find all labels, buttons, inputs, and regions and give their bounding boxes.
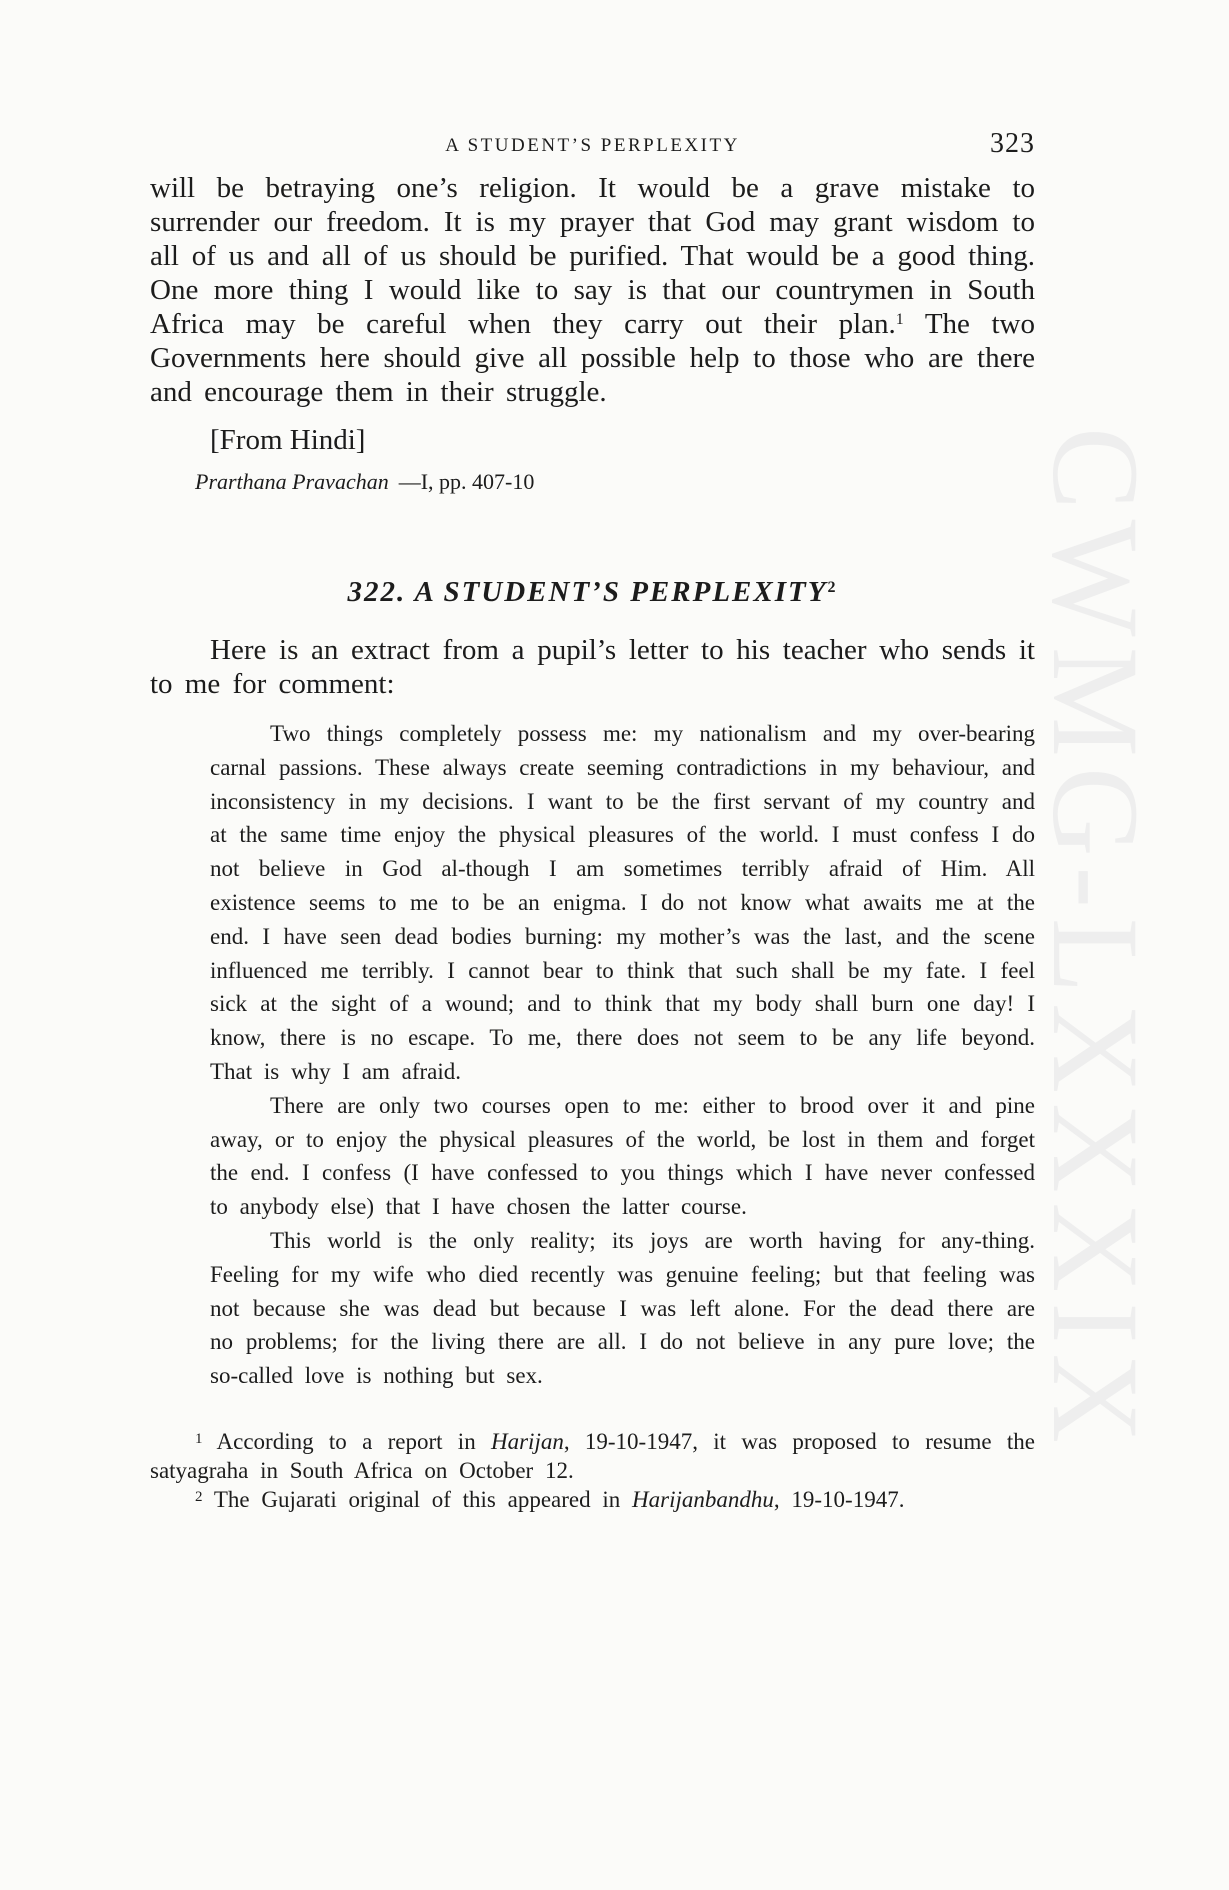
quote-paragraph: Two things completely possess me: my nationalism and my over-bearing carnal passions. These always create seeming contradictions in my behaviour, and inconsistency in my decisions. I want to be the first servant of my country and at the same time enjoy the physical pleasures of the world. I must confess I do not believe in God al-though I am sometimes terribly afraid of Him. All existence seems to me to be an enigma. I do not know what awaits me at the end. I have seen dead bodies burning: my mother’s was the last, and the scene influenced me terribly. I cannot bear to think that such shall be my fate. I feel sick at the sight of a wound; and to think that my body shall burn one day! I know, there is no escape. To me, there does not seem to be any life beyond. That is why I am afraid. xyxy=(210,721,1035,1084)
watermark-text: CWMG-LXXXIX xyxy=(1027,426,1165,1454)
footnote-marker: 1 xyxy=(195,1430,203,1447)
quote-paragraph: This world is the only reality; its joys are worth having for any-thing. Feeling for my wife who died recently was genuine feeling; but that feeling was not because she was dead but because I was left alone. For the dead there are no problems; for the living there are all. I do not believe in any pure love; the so-called love is nothing but sex. xyxy=(210,1227,1035,1389)
article-intro: Here is an extract from a pupil’s letter to his teacher who sends it to me for comment: xyxy=(150,634,1035,700)
footnote-ref-1: 1 xyxy=(895,311,904,328)
footnote-ref-2: 2 xyxy=(827,579,838,596)
footnotes xyxy=(150,1427,1035,1514)
page-number: 323 xyxy=(990,128,1035,159)
source-citation xyxy=(195,467,1035,497)
book-page xyxy=(150,125,1035,1514)
footnote-text: , 19-10-1947, it was proposed to resume the satyagraha in South Africa on October 12. xyxy=(150,1428,1036,1483)
footnote-1 xyxy=(150,1427,1035,1485)
continuation-paragraph xyxy=(150,171,1035,409)
continuation-text-2: The two Governments here should give all possible help to those who are there and encourage them in their struggle. xyxy=(150,308,1035,408)
footnote-text: According to a report in xyxy=(216,1428,491,1454)
running-title: A STUDENT’S PERPLEXITY xyxy=(445,135,740,156)
running-head xyxy=(150,125,1035,165)
footnote-text: , 19-10-1947. xyxy=(773,1486,905,1512)
cwmg-watermark xyxy=(1027,330,1165,1550)
language-note: [From Hindi] xyxy=(210,424,366,456)
footnote-text: The Gujarati original of this appeared in xyxy=(213,1486,633,1512)
footnote-marker: 2 xyxy=(195,1488,203,1505)
article-title: 322. A STUDENT’S PERPLEXITY xyxy=(347,576,828,608)
source-title: Prarthana Pravachan xyxy=(195,469,389,494)
footnote-2 xyxy=(195,1485,1035,1514)
footnote-publication: Harijanbandhu xyxy=(632,1486,774,1512)
letter-extract xyxy=(210,717,1035,1393)
footnote-publication: Harijan xyxy=(491,1428,564,1454)
article-heading xyxy=(150,575,1035,609)
continuation-text-1: will be betraying one’s religion. It would be a grave mistake to surrender our freedom. It is my prayer that God may grant wisdom to all of us and all of us should be purified. That would be a good thing. One more thing I would like to say is that our countrymen in South Africa may be careful when they carry out their plan. xyxy=(150,172,1035,340)
source-details: —I, pp. 407-10 xyxy=(398,469,535,494)
quote-paragraph: There are only two courses open to me: either to brood over it and pine away, or to enjoy the physical pleasures of the world, be lost in them and forget the end. I confess (I have confessed to you things which I have never confessed to anybody else) that I have chosen the latter course. xyxy=(210,1092,1035,1220)
